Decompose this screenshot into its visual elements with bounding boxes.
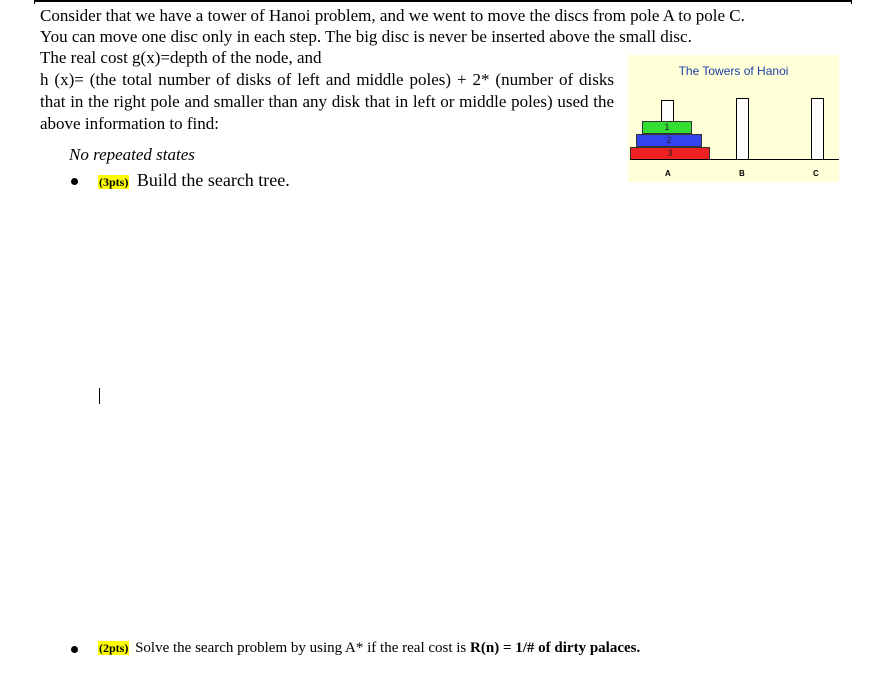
page-top-border-right (851, 0, 852, 4)
disk-2: 2 (636, 134, 702, 147)
pole-c (811, 98, 824, 160)
bullet-2 (71, 646, 78, 653)
page-top-border (34, 0, 852, 2)
question-1-text: Build the search tree. (136, 170, 290, 190)
heuristic-definition: h (x)= (the total number of disks of left and middle poles) + 2* (number of disks that in the right pole and smaller than any disk that in left or middle poles) used the above information to find: (40, 70, 614, 133)
pole-b (736, 98, 749, 160)
disk-3: 3 (630, 147, 710, 160)
page-top-border-left (34, 0, 35, 4)
problem-line-1: Consider that we have a tower of Hanoi problem, and we went to move the discs from pole A to pole C. (40, 6, 745, 25)
peg-label-a: A (665, 169, 671, 178)
question-2-text: Solve the search problem by using A* if the real cost is (135, 640, 471, 656)
text-cursor (99, 388, 100, 404)
figure-title: The Towers of Hanoi (678, 64, 789, 78)
peg-label-b: B (739, 169, 745, 178)
problem-line-2: You can move one disc only in each step. The big disc is never be inserted above the small disc. (40, 27, 692, 46)
constraint-note: No repeated states (69, 145, 195, 164)
question-2-points: (2pts) (99, 641, 129, 655)
question-1-points: (3pts) (99, 175, 129, 189)
peg-label-c: C (813, 169, 819, 178)
question-2 (98, 640, 640, 657)
question-1 (98, 170, 290, 191)
question-2-bold: R(n) = 1/# of dirty palaces. (470, 640, 641, 656)
figure-base (630, 159, 839, 160)
towers-of-hanoi-figure (628, 55, 839, 182)
bullet-1 (71, 178, 78, 185)
disk-1: 1 (642, 121, 692, 134)
problem-line-3: The real cost g(x)=depth of the node, and (40, 48, 322, 67)
